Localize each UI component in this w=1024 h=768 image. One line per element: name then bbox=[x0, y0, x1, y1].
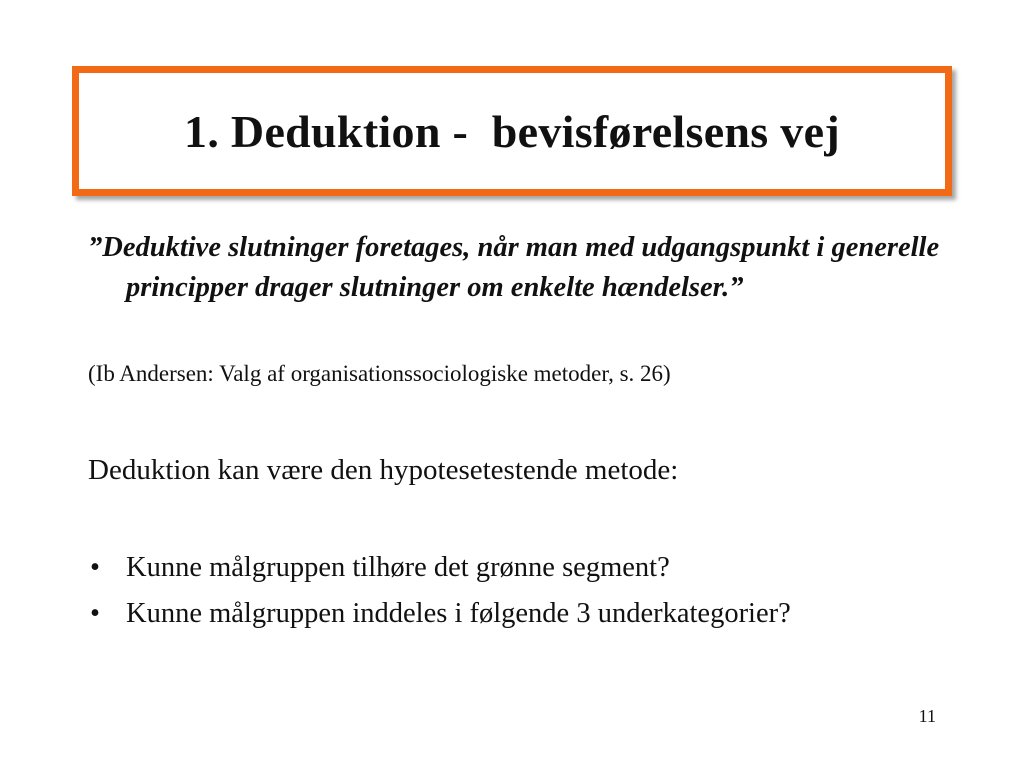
bullet-item bbox=[88, 594, 948, 634]
slide-title: 1. Deduktion - bevisførelsens vej bbox=[184, 105, 840, 157]
intro-text: Deduktion kan være den hypotesetestende metode: bbox=[88, 454, 679, 486]
title-box bbox=[72, 66, 952, 196]
bullet-text: Kunne målgruppen tilhøre det grønne segment? bbox=[126, 552, 670, 583]
citation: (Ib Andersen: Valg af organisationssociologiske metoder, s. 26) bbox=[88, 361, 671, 386]
bullet-icon: • bbox=[90, 552, 100, 583]
definition-quote: ”Deduktive slutninger foretages, når man med udgangspunkt i generelle principper drager slutninger om enkelte hændelser.” bbox=[88, 232, 940, 303]
bullet-icon: • bbox=[90, 598, 100, 629]
bullet-text: Kunne målgruppen inddeles i følgende 3 underkategorier? bbox=[126, 598, 791, 629]
bullet-list bbox=[88, 548, 948, 640]
bullet-item bbox=[88, 548, 948, 588]
page-number: 11 bbox=[918, 706, 936, 726]
